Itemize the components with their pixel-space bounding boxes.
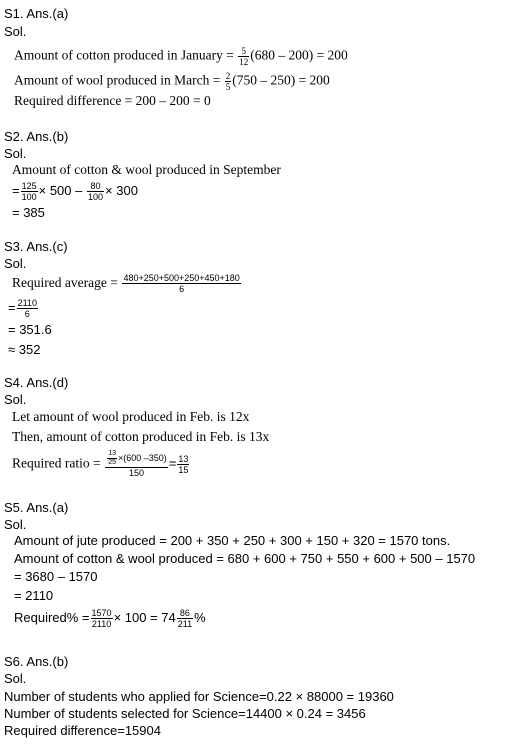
s4-heading: S4. Ans.(d) [4,375,69,390]
s5-sol-label: Sol. [4,517,27,532]
s2-eq-prefix: = [12,182,20,198]
s1-line2-fraction: $\frac{2}{5}$ [225,71,231,92]
s6-line2: Number of students selected for Science=14400 × 0.24 = 3456 [4,706,366,721]
s3-average-line [12,273,242,294]
s3-fraction-2: $\frac{2110}{6}$ [17,298,37,319]
s2-eq-mid: × 500 – [38,182,83,198]
s3-fraction: $\frac{480+250+500+250+450+180}{6}$ [123,273,240,294]
s4-line1: Let amount of wool produced in Feb. is 12x [12,409,250,424]
s2-result: = 385 [12,205,45,220]
s3-step2 [8,298,39,319]
s3-result1: = 351.6 [8,322,52,337]
s5-fraction: $\frac{1570}{2110}$ [91,608,112,629]
s4-line2: Then, amount of cotton produced in Feb. is 13x [12,429,270,444]
s2-heading: S2. Ans.(b) [4,129,69,144]
s3-sol-label: Sol. [4,256,27,271]
s5-line4: = 2110 [14,588,54,603]
s5-percent-line [14,608,206,629]
s5-mixed-fraction: $\frac{86}{211}$ [177,608,193,629]
s1-line2 [14,71,330,92]
s4-label: Required ratio = [12,455,101,471]
s5-line3: = 3680 – 1570 [14,569,98,584]
s2-line1: Amount of cotton & wool produced in September [12,162,281,177]
s1-heading: S1. Ans.(a) [4,6,69,21]
s2-fraction-1: $\frac{125}{100}$ [21,181,37,202]
s2-eq-tail: × 300 [105,182,138,198]
s4-inner-fraction: $\frac{13}{25}$ [108,450,117,466]
s3-label: Required average = [12,274,118,290]
s3-eq: = [8,299,16,315]
s1-line2-rest: (750 – 250) = 200 [232,72,330,88]
s2-fraction-2: $\frac{80}{100}$ [88,181,104,202]
s5-line2: Amount of cotton & wool produced = 680 + 600 + 750 + 550 + 600 + 500 – 1570 [14,551,476,566]
s2-sol-label: Sol. [4,146,27,161]
s6-line1: Number of students who applied for Science=0.22 × 88000 = 19360 [4,689,394,704]
s1-line3: Required difference = 200 – 200 = 0 [14,93,211,108]
s4-ratio-line [12,450,190,478]
s1-line1-rest: (680 – 200) = 200 [250,47,348,63]
s6-sol-label: Sol. [4,671,27,686]
s3-heading: S3. Ans.(c) [4,239,68,254]
s5-heading: S5. Ans.(a) [4,500,69,515]
s4-result-fraction: $\frac{13}{15}$ [178,453,189,475]
s5-percent-sign: % [194,609,206,625]
s6-heading: S6. Ans.(b) [4,654,69,669]
s1-line1-fraction: $\frac{5}{12}$ [239,46,249,67]
s1-line1-text: Amount of cotton produced in January = [14,47,234,63]
s4-sol-label: Sol. [4,392,27,407]
s3-result2: ≈ 352 [8,342,41,357]
s4-outer-fraction: $\frac{13}{25}$ ×(600 –350) 150 [105,450,168,478]
s1-line2-text: Amount of wool produced in March = [14,72,221,88]
s1-sol-label: Sol. [4,24,27,39]
s2-equation [12,181,138,202]
s4-eq: = [168,455,177,471]
s1-line1 [14,46,348,67]
s5-mid: × 100 = 74 [113,609,176,625]
s5-label: Required% = [14,609,90,625]
s6-line3: Required difference=15904 [4,723,161,738]
s5-line1: Amount of jute produced = 200 + 350 + 250 + 300 + 150 + 320 = 1570 tons. [14,533,451,548]
